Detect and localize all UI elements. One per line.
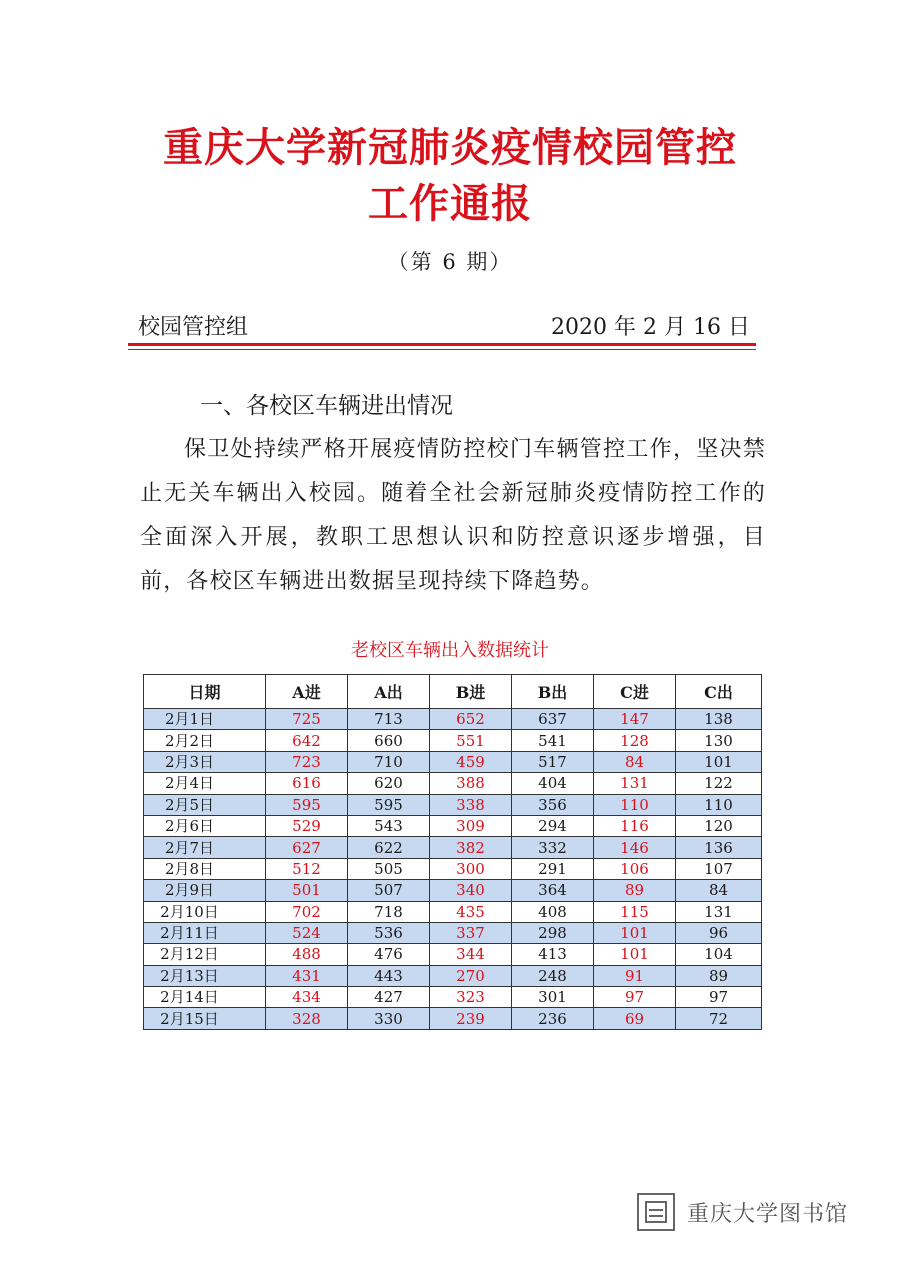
table-row <box>144 773 762 794</box>
value-cell: 551 <box>430 730 512 751</box>
issue-number: （第 6 期） <box>387 250 513 274</box>
value-cell: 101 <box>594 922 676 943</box>
date-cell: 2月2日 <box>144 730 266 751</box>
value-cell: 404 <box>512 773 594 794</box>
date-cell: 2月11日 <box>144 922 266 943</box>
date-cell: 2月14日 <box>144 987 266 1008</box>
date-cell: 2月4日 <box>144 773 266 794</box>
value-cell: 330 <box>348 1008 430 1029</box>
value-cell: 723 <box>266 751 348 772</box>
value-cell: 115 <box>594 901 676 922</box>
value-cell: 344 <box>430 944 512 965</box>
value-cell: 300 <box>430 858 512 879</box>
value-cell: 595 <box>266 794 348 815</box>
value-cell: 595 <box>348 794 430 815</box>
header-divider-thick <box>128 343 756 346</box>
value-cell: 356 <box>512 794 594 815</box>
value-cell: 291 <box>512 858 594 879</box>
value-cell: 106 <box>594 858 676 879</box>
date-cell: 2月8日 <box>144 858 266 879</box>
library-logo-icon <box>637 1193 675 1231</box>
value-cell: 488 <box>266 944 348 965</box>
vehicle-stats-table <box>143 674 762 1030</box>
value-cell: 131 <box>594 773 676 794</box>
value-cell: 136 <box>676 837 762 858</box>
date-cell: 2月6日 <box>144 815 266 836</box>
value-cell: 147 <box>594 709 676 730</box>
col-header-date: 日期 <box>144 675 266 709</box>
value-cell: 122 <box>676 773 762 794</box>
value-cell: 524 <box>266 922 348 943</box>
value-cell: 248 <box>512 965 594 986</box>
library-logo <box>637 1188 867 1236</box>
value-cell: 702 <box>266 901 348 922</box>
table-row <box>144 730 762 751</box>
col-header-c-in: C进 <box>594 675 676 709</box>
value-cell: 718 <box>348 901 430 922</box>
col-header-b-in: B进 <box>430 675 512 709</box>
value-cell: 507 <box>348 880 430 901</box>
date-cell: 2月12日 <box>144 944 266 965</box>
table-row <box>144 709 762 730</box>
value-cell: 710 <box>348 751 430 772</box>
table-row <box>144 1008 762 1029</box>
table-row <box>144 751 762 772</box>
value-cell: 517 <box>512 751 594 772</box>
table-body <box>144 709 762 1030</box>
value-cell: 388 <box>430 773 512 794</box>
value-cell: 427 <box>348 987 430 1008</box>
value-cell: 97 <box>676 987 762 1008</box>
department-name: 校园管控组 <box>138 315 249 340</box>
value-cell: 131 <box>676 901 762 922</box>
value-cell: 637 <box>512 709 594 730</box>
table-header-row <box>144 675 762 709</box>
value-cell: 146 <box>594 837 676 858</box>
value-cell: 89 <box>594 880 676 901</box>
value-cell: 130 <box>676 730 762 751</box>
date-cell: 2月10日 <box>144 901 266 922</box>
value-cell: 337 <box>430 922 512 943</box>
value-cell: 101 <box>594 944 676 965</box>
value-cell: 413 <box>512 944 594 965</box>
value-cell: 435 <box>430 901 512 922</box>
date-cell: 2月7日 <box>144 837 266 858</box>
value-cell: 298 <box>512 922 594 943</box>
value-cell: 101 <box>676 751 762 772</box>
value-cell: 236 <box>512 1008 594 1029</box>
date-cell: 2月3日 <box>144 751 266 772</box>
value-cell: 332 <box>512 837 594 858</box>
value-cell: 270 <box>430 965 512 986</box>
date-cell: 2月5日 <box>144 794 266 815</box>
table-row <box>144 987 762 1008</box>
value-cell: 543 <box>348 815 430 836</box>
value-cell: 642 <box>266 730 348 751</box>
document-title-line1: 重庆大学新冠肺炎疫情校园管控 <box>163 124 737 171</box>
section-heading: 一、各校区车辆进出情况 <box>200 393 453 419</box>
value-cell: 652 <box>430 709 512 730</box>
value-cell: 616 <box>266 773 348 794</box>
table-row <box>144 815 762 836</box>
value-cell: 443 <box>348 965 430 986</box>
value-cell: 89 <box>676 965 762 986</box>
value-cell: 128 <box>594 730 676 751</box>
value-cell: 627 <box>266 837 348 858</box>
value-cell: 529 <box>266 815 348 836</box>
value-cell: 501 <box>266 880 348 901</box>
value-cell: 338 <box>430 794 512 815</box>
value-cell: 660 <box>348 730 430 751</box>
value-cell: 104 <box>676 944 762 965</box>
table-row <box>144 944 762 965</box>
table-row <box>144 794 762 815</box>
value-cell: 69 <box>594 1008 676 1029</box>
value-cell: 431 <box>266 965 348 986</box>
date-cell: 2月15日 <box>144 1008 266 1029</box>
date-cell: 2月1日 <box>144 709 266 730</box>
value-cell: 110 <box>594 794 676 815</box>
value-cell: 110 <box>676 794 762 815</box>
value-cell: 328 <box>266 1008 348 1029</box>
value-cell: 505 <box>348 858 430 879</box>
value-cell: 72 <box>676 1008 762 1029</box>
date-cell: 2月13日 <box>144 965 266 986</box>
value-cell: 713 <box>348 709 430 730</box>
value-cell: 536 <box>348 922 430 943</box>
value-cell: 84 <box>676 880 762 901</box>
value-cell: 541 <box>512 730 594 751</box>
value-cell: 107 <box>676 858 762 879</box>
value-cell: 96 <box>676 922 762 943</box>
value-cell: 84 <box>594 751 676 772</box>
table-row <box>144 858 762 879</box>
value-cell: 476 <box>348 944 430 965</box>
header-divider-thin <box>128 349 756 350</box>
value-cell: 364 <box>512 880 594 901</box>
value-cell: 301 <box>512 987 594 1008</box>
value-cell: 340 <box>430 880 512 901</box>
value-cell: 434 <box>266 987 348 1008</box>
table-row <box>144 965 762 986</box>
document-title-line2: 工作通报 <box>368 180 532 227</box>
value-cell: 97 <box>594 987 676 1008</box>
col-header-c-out: C出 <box>676 675 762 709</box>
value-cell: 725 <box>266 709 348 730</box>
value-cell: 138 <box>676 709 762 730</box>
date-cell: 2月9日 <box>144 880 266 901</box>
value-cell: 622 <box>348 837 430 858</box>
table-row <box>144 922 762 943</box>
table-title: 老校区车辆出入数据统计 <box>351 640 549 661</box>
value-cell: 116 <box>594 815 676 836</box>
value-cell: 91 <box>594 965 676 986</box>
value-cell: 294 <box>512 815 594 836</box>
library-name: 重庆大学图书馆 <box>687 1201 849 1227</box>
col-header-b-out: B出 <box>512 675 594 709</box>
value-cell: 239 <box>430 1008 512 1029</box>
value-cell: 459 <box>430 751 512 772</box>
value-cell: 408 <box>512 901 594 922</box>
table-row <box>144 837 762 858</box>
col-header-a-out: A出 <box>348 675 430 709</box>
publish-date: 2020 年 2 月 16 日 <box>551 315 750 340</box>
table-row <box>144 880 762 901</box>
value-cell: 620 <box>348 773 430 794</box>
value-cell: 382 <box>430 837 512 858</box>
value-cell: 120 <box>676 815 762 836</box>
col-header-a-in: A进 <box>266 675 348 709</box>
section-paragraph: 保卫处持续严格开展疫情防控校门车辆管控工作，坚决禁止无关车辆出入校园。随着全社会新冠肺炎疫情防控工作的全面深入开展，教职工思想认识和防控意识逐步增强，目前，各校区车辆进出数据呈现持续下降趋势。 <box>140 437 766 594</box>
value-cell: 323 <box>430 987 512 1008</box>
value-cell: 309 <box>430 815 512 836</box>
value-cell: 512 <box>266 858 348 879</box>
table-row <box>144 901 762 922</box>
